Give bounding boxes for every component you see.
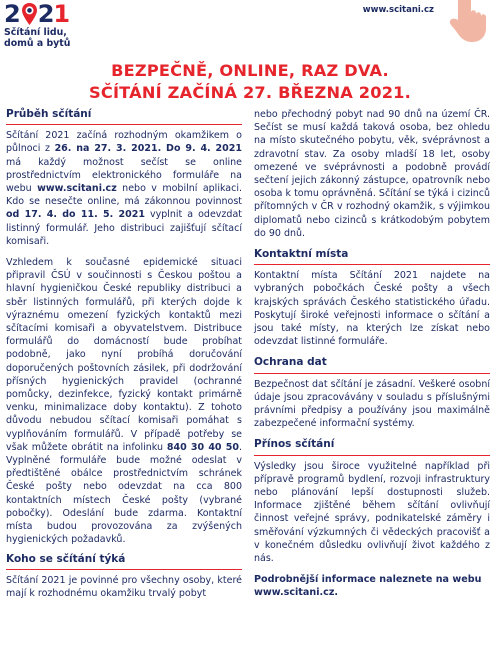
infoline-number: 840 30 40 50: [166, 441, 239, 453]
page-headline: [0, 60, 500, 104]
prubeh-paragraph-1: Sčítání 2021 začíná rozhodným okamžikem o půlnoci z 26. na 27. 3. 2021. Do 9. 4. 2021 má každý možnost sečíst se online prostřednictvím elektronického formuláře na webu www.scitani.cz nebo v mobilní aplikaci. Kdo se nesečte online, má zákonnou povinnost od 17. 4. do 11. 5. 2021 vyplnit a odevzdat listinný formulář. Jeho distribuci zajišťují sčítací komisaři.: [6, 130, 242, 247]
prubeh-paragraph-2: Vzhledem k současné epidemické situaci připravil ČSÚ v součinnosti s Českou poštou a hlavní hygieničkou České republiky distribuci a sběr listinných formulářů, při kterých dojde k výraznému omezení fyzických kontaktů mezi sčítacími komisaři a obyvatelstvem. Distribuce formulářů do domácností bude probíhat podobně, jako nyní probíhá doručování doporučených poštovních zásilek, při dodržování přísných hygienických pravidel (ochranné pomůcky, dezinfekce, fyzický kontakt primárně venku, minimalizace doby kontaktu). Z tohoto důvodu nebudou sčítací komisaři pomáhat s vyplňováním formulářů. V případě potřeby se však můžete obrátit na infolinku 840 30 40 50. Vyplněné formuláře bude možné odeslat v předtištěné obálce prostřednictvím schránek České pošty nebo odevzdat na cca 800 kontaktních místech České pošty (vybrané pobočky). Odeslání bude zdarma. Kontaktní místa budou provozována za zvýšených hygienických požadavků.: [6, 257, 242, 546]
headline-line-2: SČÍTÁNÍ ZAČÍNÁ 27. BŘEZNA 2021.: [89, 83, 411, 102]
left-column: [6, 108, 242, 606]
logo-digit-1: 1: [53, 0, 70, 28]
headline-line-1: BEZPEČNĚ, ONLINE, RAZ DVA.: [111, 61, 389, 80]
section-title-prubeh: Průběh sčítání: [6, 108, 242, 125]
prinos-paragraph: Výsledky jsou široce využitelné například při přípravě programů bydlení, rozvoji infrastruktury nebo plánování lepší dostupnosti služeb. Informace zjištěné během sčítání ovlivňují činnost veřejné správy, podnikatelské záměry i směřování výzkumných či vědeckých pracovišť a v konečném důsledku ovlivňují život každého z nás.: [254, 460, 490, 565]
ochrana-dat-paragraph: Bezpečnost dat sčítání je zásadní. Veškeré osobní údaje jsou zpracovávány v souladu s příslušnými právními předpisy a používány jsou maximálně zabezpečené informační systémy.: [254, 378, 490, 430]
kontaktni-mista-paragraph: Kontaktní místa Sčítání 2021 najdete na vybraných pobočkách České pošty a všech krajských správách Českého statistického úřadu. Poskytují široké veřejnosti informace o sčítání a jsou také místy, na kterých lze získat nebo odevzdat listinné formuláře.: [254, 270, 490, 348]
logo-line-2: domů a bytů: [4, 38, 71, 49]
section-title-koho: Koho se sčítání týká: [6, 553, 242, 570]
more-info-note: [254, 573, 490, 599]
logo-year-mark: [4, 2, 84, 26]
more-info-link[interactable]: www.scitani.cz.: [254, 587, 339, 599]
scitani-logo: [4, 2, 84, 49]
koho-paragraph-continued: nebo přechodný pobyt nad 90 dnů na území ČR. Sečíst se musí každá taková osoba, bez ohledu na místo skutečného pobytu, věk, svéprávnost a zdravotní stav. Za osoby mladší 18 let, osoby omezené ve svéprávnosti a podobně provádí sečtení jejich zákonný zástupce, opatrovník nebo osoba k tomu oprávněná. Sčítání se týká i cizinců přítomných v ČR v rozhodný okamžik, s výjimkou diplomatů nebo cizinců s krátkodobým pobytem do 90 dnů.: [254, 109, 490, 239]
section-title-prinos: Přínos sčítání: [254, 438, 490, 455]
more-info-line-1: Podrobnější informace naleznete na webu: [254, 574, 482, 586]
location-pin-icon: [21, 2, 38, 26]
koho-paragraph-1: Sčítání 2021 je povinné pro všechny osoby, které mají k rozhodnému okamžiku trvalý pobyt: [6, 574, 242, 599]
logo-digit-2b: 2: [37, 0, 54, 28]
pointing-hand-icon: [444, 0, 492, 44]
scitani-link[interactable]: www.scitani.cz: [37, 183, 117, 195]
header-website-link[interactable]: www.scitani.cz: [362, 5, 434, 15]
logo-digit-2: 2: [4, 0, 20, 28]
section-title-ochrana-dat: Ochrana dat: [254, 356, 490, 373]
section-title-kontaktni-mista: Kontaktní místa: [254, 248, 490, 265]
right-column: [254, 108, 490, 599]
logo-line-1: Sčítání lidu,: [4, 27, 67, 38]
